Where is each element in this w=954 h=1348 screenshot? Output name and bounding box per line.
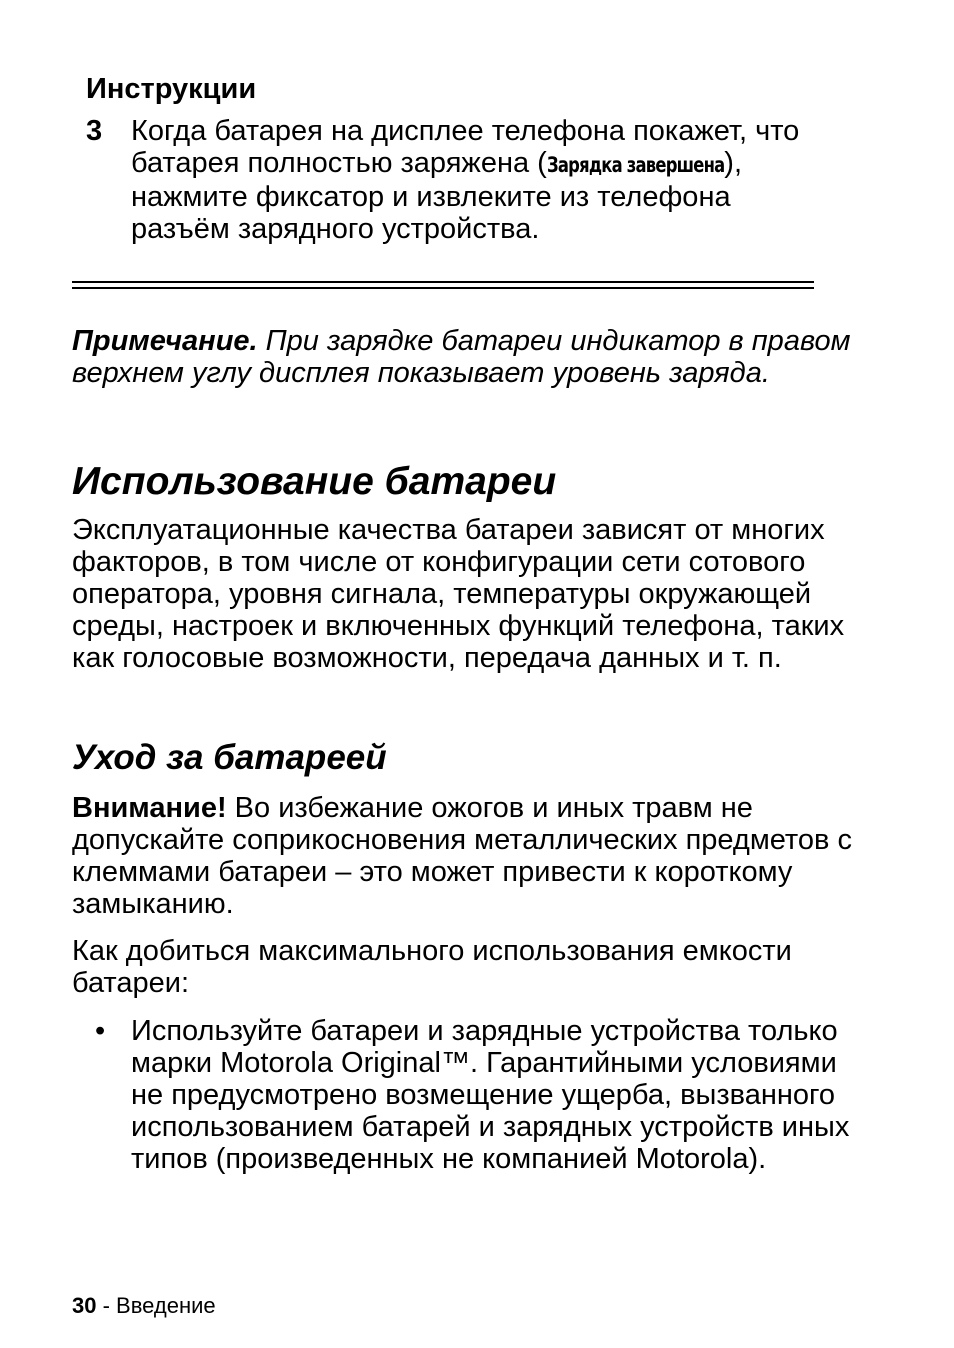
battery-care-intro: Как добиться максимального использования емкости батареи: — [72, 935, 792, 999]
page-number: 30 — [72, 1293, 97, 1318]
heading-battery-use: Использование батареи — [72, 460, 557, 503]
table-rule-top — [72, 281, 814, 283]
display-text-charging-complete: Зарядка завершена — [546, 153, 725, 177]
warning-paragraph — [72, 792, 862, 920]
note-text: При зарядке батареи индикатор в правом верхнем углу дисплея показывает уровень заряда. — [72, 325, 851, 389]
note-label: Примечание. — [72, 325, 258, 357]
table-rule-bottom — [72, 287, 814, 289]
step-text — [131, 115, 821, 245]
footer-section-name: Введение — [116, 1293, 216, 1318]
note — [72, 325, 852, 389]
heading-battery-care: Уход за батареей — [72, 738, 387, 777]
step-text-before: Когда батарея на дисплее телефона покажет, что батарея полностью заряжена ( — [131, 115, 800, 179]
step-number: 3 — [86, 115, 103, 147]
warning-text: Во избежание ожогов и иных травм не допускайте соприкосновения металлических предметов с клеммами батареи – это может привести к короткому замыканию. — [72, 792, 852, 920]
battery-use-paragraph: Эксплуатационные качества батареи зависят от многих факторов, в том числе от конфигурации сети сотового оператора, уровня сигнала, температуры окружающей среды, настроек и включенных функций телефона, таких как голосовые возможности, передача данных и т. п. — [72, 514, 845, 674]
instructions-header: Инструкции — [86, 73, 257, 105]
warning-label: Внимание! — [72, 792, 227, 824]
footer-separator: - — [96, 1293, 117, 1318]
bullet-icon: • — [95, 1015, 106, 1047]
step-text-after: ), нажмите фиксатор и извлеките из телефона разъём зарядного устройства. — [131, 147, 743, 245]
page-footer — [72, 1292, 216, 1320]
bullet-item: Используйте батареи и зарядные устройства только марки Motorola Original™. Гарантийными условиями не предусмотрено возмещение ущерба, вызванного использованием батарей и зарядных устройств иных типов (произведенных не компанией Motorola). — [131, 1015, 850, 1175]
